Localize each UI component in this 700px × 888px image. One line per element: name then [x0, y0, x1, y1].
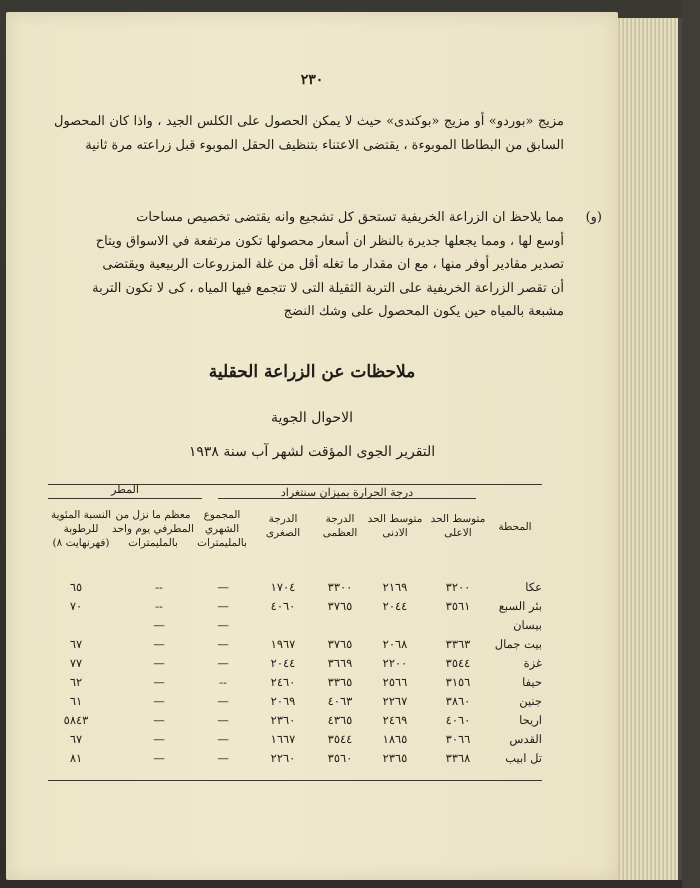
- cell-monthly-total: —: [217, 694, 229, 708]
- cell-station: تل ابيب: [505, 751, 542, 765]
- cell-min-temp: ٢٤٦٠: [270, 675, 296, 689]
- col-header-avg-max: متوسط الحد الاعلى: [430, 513, 486, 539]
- table-row: [48, 675, 542, 693]
- cell-avg-min: ٢٢٦٧: [382, 694, 408, 708]
- cell-avg-max: ٣٨٦٠: [445, 694, 471, 708]
- cell-humidity: ٧٠: [69, 599, 83, 613]
- cell-avg-max: ٣٥٦١: [445, 599, 471, 613]
- cell-avg-max: ٤٠٦٠: [445, 713, 471, 727]
- paragraph-line: مشبعة بالمياه حين يكون المحصول على وشك النضج: [283, 304, 564, 319]
- cell-humidity: ٦٧: [69, 637, 83, 651]
- cell-min-temp: ٢٠٤٤: [270, 656, 296, 670]
- cell-avg-min: ٢٣٦٥: [382, 751, 408, 765]
- weather-table: [48, 484, 542, 784]
- paragraph-marker: (و): [585, 210, 602, 225]
- table-bottom-rule: [48, 780, 542, 781]
- cell-avg-min: ٢٢٠٠: [382, 656, 408, 670]
- cell-max-day: —: [153, 618, 165, 632]
- rain-group-rule: [48, 498, 202, 499]
- cell-monthly-total: —: [217, 713, 229, 727]
- cell-monthly-total: —: [217, 751, 229, 765]
- cell-avg-max: ٣٣٦٨: [445, 751, 471, 765]
- col-header-monthly-total: المجموع الشهري بالمليمترات: [197, 509, 247, 549]
- cell-station: بيت جمال: [494, 637, 542, 651]
- col-header-min-temp: الدرجة الصغرى: [265, 513, 301, 539]
- cell-station: حيفا: [522, 675, 542, 689]
- book-page-edges: [616, 18, 684, 880]
- cell-station: غزة: [523, 656, 542, 670]
- cell-monthly-total: —: [217, 656, 229, 670]
- cell-humidity: ٧٧: [69, 656, 83, 670]
- cell-humidity: ٥٨٤٣: [63, 713, 89, 727]
- paragraph-line: تصدير مقادير أوفر منها ، مع ان مقدار ما تغله أقل من غلة المزروعات الربيعية ويقتضى: [102, 257, 564, 272]
- paragraph-line: أن تقصر الزراعة الخريفية على التربة الثقيلة التى لا تتجمع فيها المياه ، كى لا تكون التربة: [92, 280, 564, 296]
- cell-max-temp: ٣٧٦٥: [327, 637, 353, 651]
- cell-avg-max: ٣٢٠٠: [445, 580, 471, 594]
- cell-station: اريحا: [519, 713, 542, 727]
- cell-avg-min: ٢٠٤٤: [382, 599, 408, 613]
- cell-max-day: —: [153, 694, 165, 708]
- cell-max-temp: ٣٧٦٥: [327, 599, 353, 613]
- cell-avg-min: ١٨٦٥: [382, 732, 408, 746]
- cell-max-day: —: [153, 637, 165, 651]
- cell-max-temp: ٤٣٦٥: [327, 713, 353, 727]
- cell-max-day: —: [153, 732, 165, 746]
- table-row: [48, 599, 542, 617]
- cell-monthly-total: --: [219, 675, 227, 689]
- table-row: [48, 751, 542, 769]
- cell-station: بئر السبع: [498, 599, 542, 613]
- cell-max-day: --: [155, 580, 163, 594]
- cell-avg-min: ٢٤٦٩: [382, 713, 408, 727]
- cell-avg-max: ٣٠٦٦: [445, 732, 471, 746]
- cell-station: القدس: [509, 732, 542, 746]
- cell-max-day: —: [153, 675, 165, 689]
- cell-monthly-total: —: [217, 637, 229, 651]
- cell-max-temp: ٣٥٦٠: [327, 751, 353, 765]
- paragraph-2: [54, 206, 602, 324]
- cell-min-temp: ١٧٠٤: [270, 580, 296, 594]
- table-row: [48, 694, 542, 712]
- section-title: ملاحظات عن الزراعة الحقلية: [208, 362, 416, 382]
- cell-monthly-total: —: [217, 618, 229, 632]
- paragraph-line: مما يلاحظ ان الزراعة الخريفية تستحق كل تشجيع وانه يقتضى تخصيص مساحات: [136, 210, 564, 225]
- subtitle: الاحوال الجوية: [270, 410, 354, 426]
- rain-group-header: المطر: [111, 483, 139, 496]
- cell-monthly-total: —: [217, 599, 229, 613]
- col-header-max-temp: الدرجة العظمى: [322, 513, 358, 539]
- cell-station: عكا: [525, 580, 542, 594]
- cell-avg-max: ٣٣٦٣: [445, 637, 471, 651]
- cell-max-temp: ٣٣٠٠: [327, 580, 353, 594]
- paragraph-1: مزيج «بوردو» أو مزيج «بوكندى» حيث لا يمكن الحصول على الكلس الجيد ، واذا كان المحصول السابق من البطاطا الموبوءة ، يقتضى الاعتناء بتنظيف الحقل الموبوء قبل زراعته مرة ثانية: [54, 114, 564, 153]
- col-header-max-day: معظم ما نزل من المطرفي يوم واحد بالمليمترات: [112, 509, 194, 549]
- cell-max-temp: ٣٣٦٥: [327, 675, 353, 689]
- cell-min-temp: ٢٣٦٠: [270, 713, 296, 727]
- report-title: التقرير الجوى المؤقت لشهر آب سنة ١٩٣٨: [188, 444, 436, 460]
- cell-monthly-total: —: [217, 580, 229, 594]
- cell-max-day: —: [153, 751, 165, 765]
- cell-humidity: ٦٧: [69, 732, 83, 746]
- page-sheet: [6, 12, 618, 880]
- cell-max-temp: ٣٥٤٤: [327, 732, 353, 746]
- table-row: [48, 637, 542, 655]
- temperature-group-header: درجة الحرارة بميزان سنتغراد: [280, 486, 414, 499]
- cell-max-temp: ٣٦٦٩: [327, 656, 353, 670]
- table-row: [48, 580, 542, 598]
- cell-max-day: —: [153, 656, 165, 670]
- cell-min-temp: ١٩٦٧: [270, 637, 296, 651]
- cell-humidity: ٦١: [69, 694, 83, 708]
- cell-avg-max: ٣٥٤٤: [445, 656, 471, 670]
- cell-min-temp: ١٦٦٧: [270, 732, 296, 746]
- col-header-station: المحطة: [498, 521, 532, 533]
- cell-avg-min: ٢١٦٩: [382, 580, 408, 594]
- cell-monthly-total: —: [217, 732, 229, 746]
- cell-max-day: —: [153, 713, 165, 727]
- cell-humidity: ٦٥: [69, 580, 83, 594]
- cell-min-temp: ٤٠٦٠: [270, 599, 296, 613]
- table-row: [48, 732, 542, 750]
- cell-avg-min: ٢٠٦٨: [382, 637, 408, 651]
- col-header-humidity: النسبة المئوية للرطوبة (فهرنهايت ٨): [50, 509, 112, 549]
- cell-avg-min: ٢٥٦٦: [382, 675, 408, 689]
- col-header-avg-min: متوسط الحد الادنى: [367, 513, 423, 539]
- table-row: [48, 618, 542, 636]
- cell-station: جنين: [519, 694, 542, 708]
- cell-humidity: ٨١: [69, 751, 83, 765]
- book-cover-edge: [682, 0, 700, 888]
- cell-max-temp: ٤٠٦٣: [327, 694, 353, 708]
- cell-max-day: --: [155, 599, 163, 613]
- table-row: [48, 656, 542, 674]
- cell-humidity: ٦٢: [69, 675, 83, 689]
- table-row: [48, 713, 542, 731]
- paragraph-line: أوسع لها ، ومما يجعلها جديرة بالنظر ان أسعار محصولها تكون مرتفعة في الاسواق ويتاح: [95, 233, 564, 249]
- cell-station: بيسان: [513, 618, 542, 632]
- cell-avg-max: ٣١٥٦: [445, 675, 471, 689]
- page-number: ٢٣٠: [300, 72, 324, 88]
- cell-min-temp: ٢٢٦٠: [270, 751, 296, 765]
- cell-min-temp: ٢٠٦٩: [270, 694, 296, 708]
